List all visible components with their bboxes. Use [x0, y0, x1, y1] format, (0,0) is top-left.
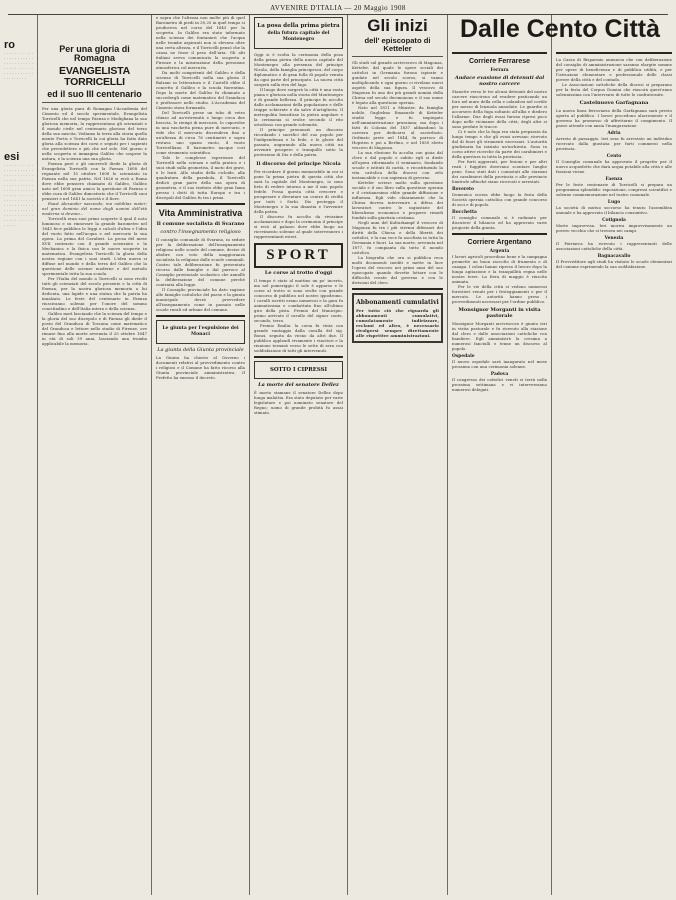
- ferrarese-sub: Audace evasione di detenuti dal nostro carcere: [454, 75, 545, 87]
- city-padova: Padova: [490, 372, 509, 377]
- discorso-body-text-2: Il discorso fu accolto da vivissime acclamazioni e dopo la cerimonia il principe si recò al palazzo dove ebbe luogo un ricevimento solenne al quale intervennero i rappresentanti esteri.: [254, 214, 343, 239]
- discorso-body-text: Per ricordare il giorno memorabile in cui si pone la prima pietra di questa città che sarà la capitale del Montenegro, io sono lieto di vedere intorno a me il mio popolo fedele. Possa questa città crescere e prosperare e diventare un centro di civiltà per tutti i Serbi. Dio protegga il Montenegro e la sua dinastia e l'avvenire della patria.: [254, 169, 343, 214]
- edge-fragment-mid: esi: [4, 151, 20, 163]
- torricelli-title-line3: ed il suo III centenario: [47, 88, 142, 99]
- padova-body-text: Il congresso dei cattolici veneti si terrà nella prossima settimana e vi interverranno numerosi delegati.: [452, 377, 547, 392]
- city-ospedale: Ospedale: [452, 354, 475, 359]
- torricelli-title-line1: Per una gloria di Romagna: [59, 44, 130, 64]
- venezia-body-text: Il Patriarca ha ricevuto i rappresentanti delle associazioni cattoliche della città.: [556, 241, 672, 251]
- sport-sub: Le corse al trotto d'oggi: [264, 270, 333, 276]
- giunta-body-text: La Giunta ha chiesto al Governo i documenti relativi al provvedimento contro i religiosi e il Comune ha fatto ricorso alla Giunta provinciale amministrativa. Il Prefetto ha emesso il decreto.: [156, 355, 245, 380]
- cento-title: Dalle Cento Città: [459, 15, 661, 43]
- giunta-box: [156, 320, 245, 344]
- city-cento: Cento: [606, 154, 622, 159]
- city-ferrara: Ferrara: [490, 68, 509, 73]
- city-bocchetta: Bocchetta: [452, 210, 477, 215]
- city-adria: Adria: [607, 131, 621, 136]
- montenegro-title: La posa della prima pietra: [257, 23, 340, 29]
- city-bagnacavallo: Bagnacavallo: [597, 254, 631, 259]
- vita-sub2: contro l'insegnamento religioso: [160, 229, 241, 235]
- faenza-body-text: Per le feste centenarie di Torricelli si prepara un programma splendido: esposizione, congressi scientifici e solenne commemorazione nel teatro comunale.: [556, 182, 672, 197]
- ketteler-body-text-5: Negli anni del Kulturkampf il vescovo di Magonza fu tra i più strenui difensori dei diritti della Chiesa e della libertà dei cattolici, e la sua voce fu ascoltata in tutta la Germania e fuori. La sua morte, avvenuta nel 1877, fu compianta da tutto il mondo cattolico.: [352, 219, 443, 255]
- rovereto-body-text: Domenica scorsa ebbe luogo la festa della Società operaia cattolica con grande concorso di soci e di popolo.: [452, 192, 547, 207]
- sotto-box: [254, 361, 343, 379]
- column-torricelli: [38, 15, 152, 895]
- column-three: [250, 15, 348, 895]
- edge-body-text: · · · · · · · · · · · · · · · · · · · · · · · · · · · · · · · · · · · · · · · · · · · · · · · · · · · · · · · · · · · · · · · ·: [4, 51, 33, 81]
- ferrarese-body-text: Stanotte verso le tre alcuni detenuti del nostro carcere riuscirono ad evadere praticando un foro nel muro della cella e calandosi nel cortile per mezzo di lenzuola annodate. Le guardie si accorsero della fuga soltanto all'alba e diedero l'allarme. Due degli evasi furono ripresi poco dopo nelle vicinanze della città; degli altri si sono perdute le tracce.: [452, 89, 547, 129]
- ketteler-title2: dell' episcopato di Ketteler: [364, 35, 431, 53]
- edge-body-text-2: · · · · · · · · · · · · · · · · · · · · · · · · · · · · · · · · · · · · · · · · · · · · · · · · · · · · · · · · · · · · · · · · · · · · · · · · · · · · · · · · · · · · · · · · · · · · · · · · · · · · · · · · · · · · · · · · · · · · · · · · · · · · · · · · · · · · · · · · ·: [4, 163, 33, 228]
- torricelli-title-line2: EVANGELISTA TORRICELLI: [59, 64, 130, 88]
- column-ketteler: [348, 15, 448, 895]
- vita-body-text-2: Il Consiglio provinciale ha dato ragione alle famiglie cattoliche del paese e la giunta municipale dovrà provvedere all'insegnamento come in passato nelle scuole rurali ed urbane del comune.: [156, 287, 245, 312]
- edge-column: [0, 15, 38, 895]
- col2-body-text-4: Tale le complesse esperienze del Torricelli nella scienza e nella pratica e i suoi studi sulla geometria, il moto dei gravi, e le lenti. Allo studio della cicloide, alla quadratura della parabola, il Torricelli dedicò gran parte della sua opera di geometria, e il suo trattato ebbe gran fama presso i dotti di tutta Europa e tra i discepoli del Galileo fu tra i primi.: [156, 155, 245, 200]
- giunta-title: Le giunta per l'espulsione dei Monaci: [162, 326, 239, 337]
- montenegro-box: [254, 17, 343, 49]
- monsignor-body-text: Monsignor Morganti arcivescovo è giunto ieri in visita pastorale e fu ricevuto alla stazione dal clero e dalle associazioni cattoliche con bandiere. Egli amministrò la cresima a numerosi fanciulli e tenne un discorso al popolo.: [452, 321, 547, 351]
- abbonamenti-title: Abbonamenti cumulativi: [356, 298, 439, 306]
- ketteler-body-text-6: La biografia che ora si pubblica reca molti documenti inediti e mette in luce l'opera del vescovo nei primi anni del suo episcopato quando dovette lottare con le difficoltà create dal governo e con le divisioni del clero.: [352, 254, 443, 285]
- col2-body-text-2: Da molti competenti del Galileo e della scienza di Torricelli nella sua gloria il Balzani in letteratura e il Castelli ebbe il concetto il Galileo e la scuola fiorentina. Dopo la morte del Galileo fu chiamato a succedergli come matematico del Granduca e professore nello studio. L'Accademia del Cimento stava formando.: [156, 70, 245, 110]
- adria-body-text: Arresto di passaggio. Ieri sera fu arrestato un individuo ricercato dalla giustizia per furti commessi nella provincia.: [556, 136, 672, 151]
- ferrarese-body-text-2: Ci è noto che la fuga era stata preparata da lungo tempo e che gli evasi avevano ricevuto dal di fuori gli strumenti necessari. L'autorità giudiziaria ha iniziato un'inchiesta. Sono in corso attive ricerche da parte dei carabinieri e della questura in tutta la provincia.: [452, 129, 547, 159]
- cento-right-body-text: La Cassa di Risparmio annuncia che con deliberazione del consiglio di amministrazione saranno elargite somme per opere di beneficenza e di pubblica utilità, e per l'istruzione elementare e professionale delle classi povere della città e del contado.: [556, 57, 672, 82]
- ferrarese-title: Corriere Ferrarese: [468, 58, 531, 65]
- argentano-body-text: I lavori agricoli procedono bene e la campagna promette un buon raccolto di frumento e di canapa. I coloni hanno ripreso il lavoro dopo la lunga agitazione e la tranquillità regna nelle nostre terre. La fiera di maggio è riuscita animata.: [452, 254, 547, 284]
- vita-title: Vita Amministrativa: [158, 208, 243, 218]
- torricelli-body-text-3: Torricelli eran suoi primi scoperte il qual il noto luminoso e su rinnovare la grande barometro nel 1643 fece pubblica le leggi e calcoli d'altra e l'idea del vuoto fatto nell'acqua e nel mercurio la sua opera. La prima del Cavalieri. La prosa del mese XVII contrasto con il grande scienziato e la Mechanica e la fisica con le nuove scoperte in matematica. Evangelista Torricelli la gloria della nostra regione con i suoi studi. L'idea nuova si diffuse nel mondo e della terra del Galileo che la questione delle scienze moderne e del metodo sperimentale tutta la sua scuola.: [42, 216, 147, 277]
- garfagnana-body-text: La nuova linea ferroviaria della Garfagnana sarà presto aperta al pubblico. I lavori procedono alacremente e il governo ha promesso di affrettarne il compimento. Il paese attende con ansia l'inaugurazione.: [556, 108, 672, 128]
- bocchetta-body-text: Il consiglio comunale si è radunato per discutere il bilancio ed ha approvato varie proposte della giunta.: [452, 215, 547, 230]
- garfagnana-head: Castelnuovo Garfagnana: [579, 100, 649, 106]
- abbonamenti-text: Per tutto ciò che riguarda gli abbonamenti cumulativi, cumulatamente indirizzare, reclami ed altro, è necessario rivolgersi sempre direttamente alle rispettive amministrazioni.: [356, 307, 439, 338]
- ketteler-body-text-3: La sua elezione fu accolta con gioia dal clero e dal popolo e subito egli si diede all'opera riformando il seminario, fondando scuole e istituti di carità, e ricostituendo la vita cattolica della diocesi con zelo instancabile e con sapienza di governo.: [352, 149, 443, 180]
- bagnacavallo-body-text: Il Provveditore agli studi ha visitato le scuole elementari del comune esprimendo la sua soddisfazione.: [556, 259, 672, 269]
- discorso-head: Il discorso del principe Nicola: [256, 161, 341, 167]
- ospedale-body-text: Il nuovo ospedale sarà inaugurato nel mese prossimo con una cerimonia solenne.: [452, 359, 547, 369]
- sotto-body-text: È morto stamane il senatore Dellez dopo lunga malattia. Era stato deputato per varie legislature e poi nominato senatore del Regno; uomo di grande probità fu assai stimato.: [254, 390, 343, 415]
- montenegro-sub: della futura capitale del Montenegro: [267, 31, 330, 42]
- torricelli-body-text-5: Galileo morì lasciando che la scienza del tempo e la gloria del suo discepolo e di Faenza gli diede il posto del Granduca di Toscana come matematico del Granduca e lettore nello studio di Firenze, ove rimase fino alla morte avvenuta il 25 ottobre 1647 in età di soli 39 anni, lasciando una tromba applicabile la memoria.: [42, 311, 147, 347]
- sport-body-text-2: Premio Emilia: la corsa fu vinta con grande vantaggio dalla cavalla del sig. Bonzi, seguita da vicino da altri due. Il pubblico applaudì vivamente i vincitori e la riunione terminò verso le sette di sera con soddisfazione di tutti gli intervenuti.: [254, 323, 343, 353]
- sotto-sub: La morte del senatore Dellez: [258, 382, 339, 388]
- city-rovereto: Rovereto: [452, 187, 474, 192]
- montenegro-body-text: Oggi si è svolta la cerimonia della posa della prima pietra della nuova capitale del Montenegro alla presenza del principe Nicola, della famiglia principesca, del corpo diplomatico e di gran folla di popolo venuta da ogni parte del principato. La nuova città sorgerà sulla riva del lago.: [254, 52, 343, 87]
- cotignola-body-text: Morte improvvisa. Ieri moriva improvvisamente un povero vecchio che si trovava nei campi.: [556, 223, 672, 233]
- ketteler-body-text: Gli studi sul grande arcivescovo di Magonza, Ketteler, dal quale le opere sociali dei cattolici in Germania furono ispirate e guidate nel secolo scorso, si vanno moltiplicando e ogni giorno ci rivelano nuovi aspetti della sua figura. Il vescovo di Magonza fu uno dei più grandi uomini della Chiesa nel secolo decimonono e il suo nome è legato alla questione operaia.: [352, 59, 443, 105]
- abbonamenti-box: [352, 293, 443, 343]
- torricelli-body-text: Per una gloria pura di Romagna l'Accademia del Cimento ed il secolo sperimentale, Evangelista Torricelli che nel tempo Faenza e Modigliana la sua gloriosa memoria, la rappresentano gli scienziati e il mondo civile nel centenario glorioso del terzo della sua nascita. Vediamo la terra alla storia quella mente Fortis e Torricelli la cui gloria ha fatto dato gloria alla scienza dei corsi e seguiti per i sapienti che precedettero e più che nel sole. Nel giorno e nella scoperta si immagina Galileo che sospese la natura, e la scienza una sua gloria.: [42, 106, 147, 162]
- sport-title: SPORT: [254, 243, 343, 268]
- argentano-body-text-2: Per le vie della città si vedono numerosi forestieri venuti per i festeggiamenti e per il mercato. Le autorità hanno preso i provvedimenti necessari per l'ordine pubblico.: [452, 284, 547, 304]
- city-argenta: Argenta: [489, 249, 510, 254]
- ferrarese-body-text-3: Per furti aggravati, per lesioni e per altri reati i fuggitivi dovevano scontare lunghe pene. Sono stati dati i connotati alle stazioni dei carabinieri della provincia e alle provincie limitrofe affinché siano ricercati e arrestati.: [452, 159, 547, 184]
- argentano-title: Corriere Argentano: [467, 239, 532, 246]
- city-faenza: Faenza: [605, 177, 623, 182]
- edge-fragment-top: ro: [4, 39, 15, 51]
- cento-city-body-text: Il Consiglio comunale ha approvato il progetto per il nuovo acquedotto che darà acqua potabile alla città e alle frazioni vicine.: [556, 159, 672, 174]
- column-two: [152, 15, 250, 895]
- column-cento-left: [448, 15, 552, 895]
- sotto-title: SOTTO I CIPRESSI: [269, 367, 328, 373]
- torricelli-body-text-4: Per l'Italia del mondo a Torricelli si sono rivolti tutti gli scienziati del secolo presente e la città di Faenza, per la nostra gloriosa memoria a lui dedicata, una lapide e una statua che la patria ha innalzato. Le feste del centenario in Faenza riusciranno solenni per l'onore del sommo concittadino e dell'Italia intera e della scienza.: [42, 276, 147, 312]
- ketteler-body-text-2: Nato nel 1811 a Münster, da famiglia nobile, Guglielmo Emanuele di Ketteler studiò legge e fu impiegato nell'amministrazione prussiana; ma dopo i fatti di Colonia del 1837 abbandonò la carriera per dedicarsi al sacerdozio. Ordinato prete nel 1844, fu parroco di Hopsten e poi a Berlino, e nel 1850 eletto vescovo di Magonza.: [352, 104, 443, 150]
- col2-body-text-3: Del Torricelli prese un tubo di vetro chiuso ad un'estremità e lungo circa due braccia, lo riempì di mercurio, lo capovolse in una vaschetta piena pure di mercurio, e vide che il mercurio discendeva fino a un'altezza di circa 76 centimetri e sopra restava uno spazio vuoto, il vuoto Torricelliano. Il barometro nacque così come strumento scientifico.: [156, 110, 245, 155]
- lugo-body-text: La società di mutuo soccorso ha tenuto l'assemblea annuale e ha approvato il bilancio consuntivo.: [556, 205, 672, 215]
- torricelli-body-text-2: Faenza però e gli onorevoli diede la gloria di Evangelista Torricelli con la Faenza 1608 del regnante nel 15 ottobre 1608 lo scienziato in Faenza nella sua patria. Nel 1626 si recò a Roma dove ebbe pensiero chiamato di Galileo, Galileo nato nel 1608 gran amico la questione di Faenza e ebbe cura di Galileo dimostrato che il Torricelli suoi pensieri e nel 1641 la società e il fiore.: [42, 161, 147, 202]
- vita-sub1: Il comune socialista di Svarano: [156, 221, 245, 227]
- torricelli-quote: Faust Alexander nascendo, ma nobilitas mater; nel gran dominio del nome degli uomini dell'età moderna si devono...: [42, 201, 147, 217]
- city-lugo: Lugo: [607, 200, 621, 205]
- montenegro-body-text-3: Il principe pronunziò un discorso ricordando i sacrifici del suo popolo per l'indipendenza e la fede, e le glorie del passato, augurando alla nuova città un avvenire prospero e tranquillo sotto la protezione di Dio e della patria.: [254, 127, 343, 157]
- ketteler-body-text-4: Ketteler scrisse molto sulla questione sociale e il suo libro sulla questione operaia e il cristianesimo ebbe grande diffusione e influenza. Egli vide chiaramente che la Chiesa doveva intervenire a difesa dei lavoratori contro le ingiustizie del liberalismo economico e proporre rimedi fondati sulla giustizia cristiana.: [352, 179, 443, 220]
- city-cotignola: Cotignola: [602, 218, 626, 223]
- montenegro-body-text-2: Il luogo dove sorgerà la città è una vasta piana e gloriosa nella storia del Montenegro e di grande bellezza. Il principe fu accolto dalle acclamazioni della popolazione e delle truppe schierate e da salve d'artiglieria. Il metropolita benedisse la pietra angolare e la cerimonia si svolse secondo il rito ortodosso con grande solennità.: [254, 87, 343, 127]
- cento-right-body-text-2: Le Associazioni cattoliche della diocesi si preparano per la festa del Corpus Domini che riuscirà quest'anno solennissima con l'intervento di tutte le confraternite.: [556, 82, 672, 97]
- masthead-line: AVVENIRE D'ITALIA — 20 Maggio 1908: [8, 4, 668, 15]
- col2-body-text: e sopra che l'altezza non molte più di quel Barometro di piedi in 30,25 in quel tempo si produceva nel corso del 1643 per la scoperta. In Galileo era stato informato nella scienza dei fontanieri che l'acqua nelle trombe aspiranti non si elevava oltre una certa altezza, e il Torricelli pensò che la causa ne fosse il peso dell'aria. Gli alti italiani aveva comunicato la scoperta a Firenze e la misurazione della pressione atmosferica col mercurio.: [156, 15, 245, 70]
- monsignor-head: Monsignor Morganti in visita pastorale: [458, 307, 541, 319]
- sport-body-text: Il tempo è stato al mattino un po' incerto, ma nel pomeriggio il sole è apparso e le corse al trotto si sono svolte con grande concorso di pubblico nel nostro ippodromo. I cavalli iscritti erano numerosi e la gara fu animatissima e combattuta fino all'ultimo giro della pista. Premio del Municipio: primo arrivato il cavallo del signor conte, secondo, terzo.: [254, 278, 343, 323]
- city-venezia: Venezia: [604, 236, 624, 241]
- giunta-sub: La giunta della Giunta provinciale: [157, 347, 244, 353]
- vita-body-text: Il consiglio comunale di Svarano, in sedute per la deliberazione dell'insegnamento religioso nelle scuole del comune, decise di abolire con voto della maggioranza socialista la religione dalle scuole comunali. Contro tale deliberazione fu presentato ricorso dalle famiglie e dal parroco al Consiglio provinciale scolastico che annullò la deliberazione del comune perché contraria alla legge.: [156, 237, 245, 287]
- ketteler-title: Gli inizi: [367, 16, 428, 35]
